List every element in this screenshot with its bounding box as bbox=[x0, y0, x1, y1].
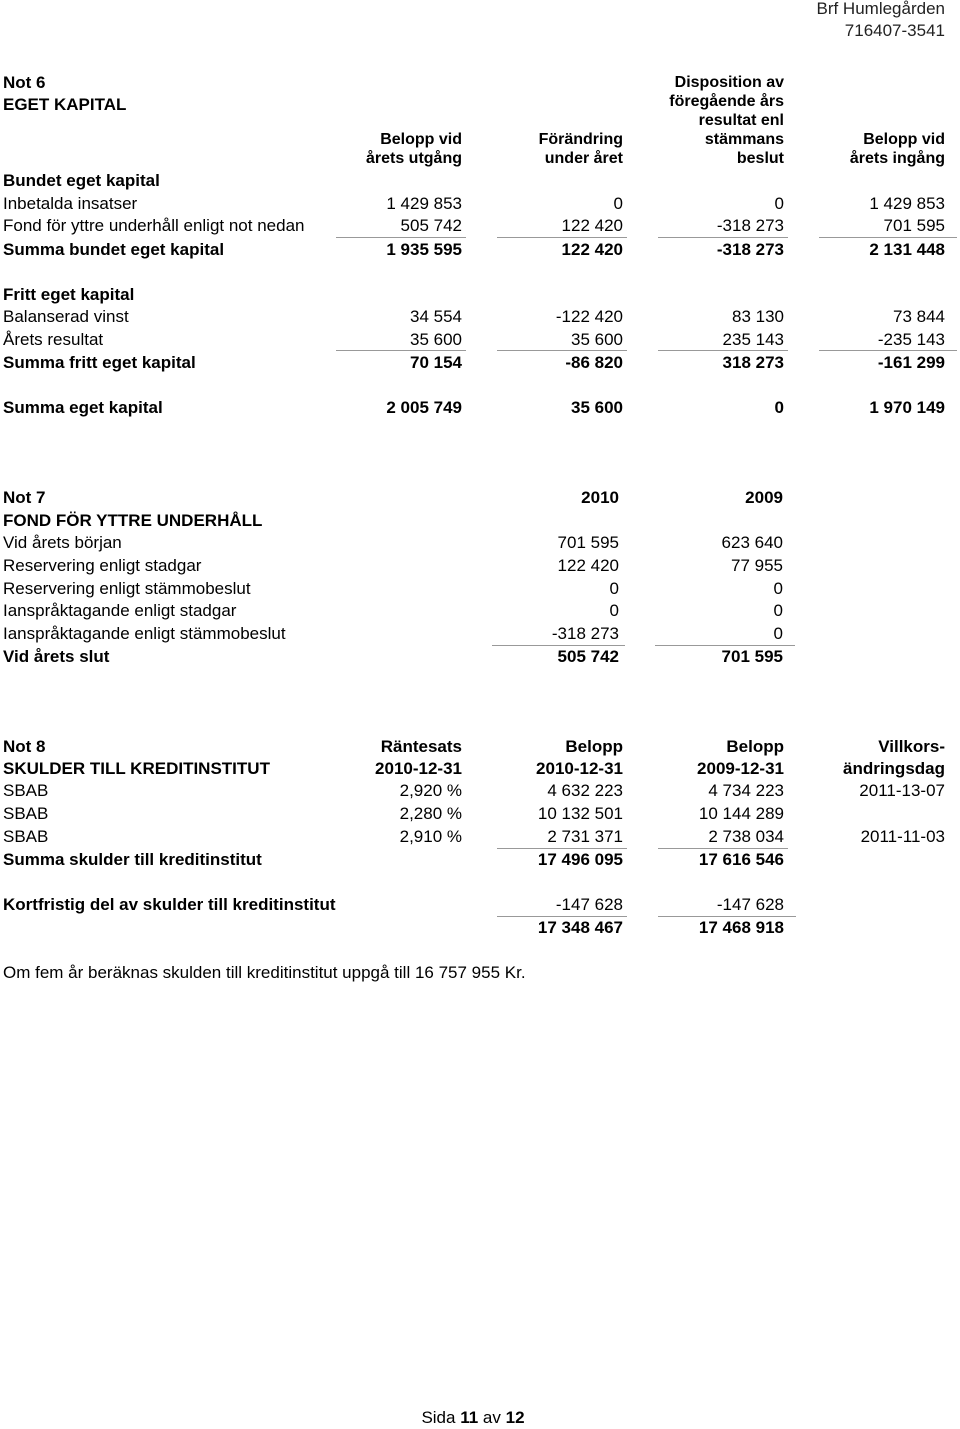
cell: 2,910 % bbox=[399, 827, 462, 846]
year-header: 2010 bbox=[581, 488, 619, 507]
cell: -122 420 bbox=[555, 307, 623, 326]
cell: 0 bbox=[609, 579, 619, 598]
cell: 17 496 095 bbox=[537, 850, 623, 869]
org-number: 716407-3541 bbox=[844, 21, 945, 40]
cell: 0 bbox=[774, 398, 784, 417]
col-header-line: årets utgång bbox=[365, 150, 462, 167]
col-header-line: Belopp bbox=[726, 737, 784, 756]
section-heading: Fritt eget kapital bbox=[3, 285, 135, 304]
long-term-row bbox=[0, 916, 960, 939]
sum-row bbox=[0, 238, 960, 261]
footer-prefix: Sida bbox=[421, 1408, 456, 1427]
cell: 17 616 546 bbox=[698, 850, 784, 869]
cell: 34 554 bbox=[410, 307, 462, 326]
note6-col2-header bbox=[539, 130, 623, 168]
note8-subtitle: SKULDER TILL KREDITINSTITUT bbox=[3, 759, 270, 778]
row-label: Summa eget kapital bbox=[3, 398, 163, 417]
table-row bbox=[0, 779, 960, 802]
table-row bbox=[0, 305, 960, 328]
cell: -235 143 bbox=[877, 330, 945, 349]
cell: 122 420 bbox=[561, 216, 623, 235]
row-label: Ianspråktagande enligt stadgar bbox=[3, 601, 237, 620]
cell: 0 bbox=[773, 601, 783, 620]
col-header-line: 2010-12-31 bbox=[536, 759, 623, 778]
note8-header-row bbox=[0, 735, 960, 758]
table-row bbox=[0, 802, 960, 825]
cell: 505 742 bbox=[400, 216, 462, 235]
col-header-line: 2009-12-31 bbox=[697, 759, 784, 778]
cell: -318 273 bbox=[551, 624, 619, 643]
cell: 35 600 bbox=[410, 330, 462, 349]
cell: 505 742 bbox=[557, 647, 619, 666]
table-row bbox=[0, 825, 960, 848]
note6-title: Not 6 bbox=[3, 73, 46, 92]
cell: 2 731 371 bbox=[547, 827, 623, 846]
col-header-line: Belopp vid bbox=[863, 131, 945, 148]
note7-title-row bbox=[0, 486, 960, 509]
col-header-line: Förändring bbox=[538, 131, 623, 148]
cell: -147 628 bbox=[716, 895, 784, 914]
col-header-line: årets ingång bbox=[849, 150, 945, 167]
cell: 83 130 bbox=[732, 307, 784, 326]
cell: 1 970 149 bbox=[869, 398, 945, 417]
cell: 122 420 bbox=[557, 556, 619, 575]
row-label: Reservering enligt stadgar bbox=[3, 556, 202, 575]
current-page: 11 bbox=[460, 1408, 479, 1427]
sum-row bbox=[0, 645, 960, 668]
col-header-line: Räntesats bbox=[380, 737, 462, 756]
row-label: Summa bundet eget kapital bbox=[3, 240, 225, 259]
table-row bbox=[0, 577, 960, 600]
row-label: Fond för yttre underhåll enligt not nedan bbox=[3, 216, 305, 235]
footnote: Om fem år beräknas skulden till kreditinstitut uppgå till 16 757 955 Kr. bbox=[3, 963, 526, 982]
col-header-line: beslut bbox=[736, 150, 784, 167]
cell: -161 299 bbox=[877, 353, 945, 372]
col-header-line: ändringsdag bbox=[842, 759, 945, 778]
cell: -147 628 bbox=[555, 895, 623, 914]
fritt-heading-row bbox=[0, 283, 960, 306]
cell: -318 273 bbox=[716, 216, 784, 235]
cell: 0 bbox=[774, 194, 784, 213]
note6-subtitle: EGET KAPITAL bbox=[3, 95, 127, 114]
col-header-line: Villkors- bbox=[878, 737, 945, 756]
cell: 0 bbox=[773, 624, 783, 643]
col-header-line: 2010-12-31 bbox=[375, 759, 462, 778]
cell: -86 820 bbox=[565, 353, 623, 372]
cell: 2011-11-03 bbox=[860, 827, 945, 846]
cell: 2,920 % bbox=[399, 781, 462, 800]
cell: 2 131 448 bbox=[869, 240, 945, 259]
row-label: Reservering enligt stämmobeslut bbox=[3, 579, 251, 598]
table-row bbox=[0, 328, 960, 351]
table-row bbox=[0, 622, 960, 645]
cell: 17 468 918 bbox=[698, 918, 784, 937]
cell: 2 005 749 bbox=[386, 398, 462, 417]
sum-row bbox=[0, 848, 960, 871]
sum-row bbox=[0, 351, 960, 374]
bundet-heading-row bbox=[0, 169, 960, 192]
note8-header-row bbox=[0, 757, 960, 780]
row-label: SBAB bbox=[3, 781, 49, 800]
row-label: Årets resultat bbox=[3, 330, 104, 349]
cell: 17 348 467 bbox=[537, 918, 623, 937]
footnote-row bbox=[0, 961, 960, 984]
note7-title: Not 7 bbox=[3, 488, 46, 507]
row-label: Summa fritt eget kapital bbox=[3, 353, 196, 372]
cell: 73 844 bbox=[893, 307, 945, 326]
cell: 0 bbox=[773, 579, 783, 598]
col-header-line: under året bbox=[544, 150, 623, 167]
col-header-line: Belopp bbox=[565, 737, 623, 756]
cell: 70 154 bbox=[410, 353, 462, 372]
cell: 1 429 853 bbox=[386, 194, 462, 213]
cell: 0 bbox=[613, 194, 623, 213]
cell: 4 734 223 bbox=[708, 781, 784, 800]
row-label: SBAB bbox=[3, 827, 49, 846]
row-label: SBAB bbox=[3, 804, 49, 823]
cell: 318 273 bbox=[722, 353, 784, 372]
note6-title-block bbox=[3, 72, 126, 116]
col-header-line: Disposition av bbox=[674, 74, 784, 91]
table-row bbox=[0, 554, 960, 577]
cell: 235 143 bbox=[722, 330, 784, 349]
cell: 2,280 % bbox=[399, 804, 462, 823]
col-header-line: föregående års bbox=[669, 93, 784, 110]
row-label: Vid årets början bbox=[3, 533, 122, 552]
page-footer bbox=[0, 1407, 946, 1429]
row-label: Inbetalda insatser bbox=[3, 194, 138, 213]
cell: -318 273 bbox=[716, 240, 784, 259]
cell: 77 955 bbox=[731, 556, 783, 575]
footer-middle: av bbox=[482, 1408, 501, 1427]
col-header-line: Belopp vid bbox=[380, 131, 462, 148]
note6-col3-header bbox=[669, 73, 784, 168]
section-heading: Bundet eget kapital bbox=[3, 171, 160, 190]
total-row bbox=[0, 396, 960, 419]
note8-title: Not 8 bbox=[3, 737, 46, 756]
cell: 701 595 bbox=[557, 533, 619, 552]
cell: 2 738 034 bbox=[708, 827, 784, 846]
col-header-line: resultat enl bbox=[698, 112, 784, 129]
total-pages: 12 bbox=[505, 1408, 525, 1427]
short-term-row bbox=[0, 893, 960, 916]
table-row bbox=[0, 599, 960, 622]
row-label: Kortfristig del av skulder till kreditinstitut bbox=[3, 895, 336, 914]
cell: 1 429 853 bbox=[869, 194, 945, 213]
row-label: Vid årets slut bbox=[3, 647, 110, 666]
year-header: 2009 bbox=[745, 488, 783, 507]
cell: 1 935 595 bbox=[386, 240, 462, 259]
cell: 2011-13-07 bbox=[859, 781, 945, 800]
cell: 10 132 501 bbox=[537, 804, 623, 823]
row-label: Summa skulder till kreditinstitut bbox=[3, 850, 262, 869]
company-header bbox=[816, 0, 945, 42]
cell: 35 600 bbox=[571, 398, 623, 417]
cell: 701 595 bbox=[883, 216, 945, 235]
row-label: Balanserad vinst bbox=[3, 307, 129, 326]
note6-col1-header bbox=[366, 130, 462, 168]
note7-subtitle: FOND FÖR YTTRE UNDERHÅLL bbox=[3, 511, 263, 530]
cell: 4 632 223 bbox=[547, 781, 623, 800]
table-row bbox=[0, 531, 960, 554]
cell: 701 595 bbox=[721, 647, 783, 666]
note6-col4-header bbox=[850, 130, 945, 168]
cell: 122 420 bbox=[561, 240, 623, 259]
note7-subtitle-row bbox=[0, 509, 960, 532]
company-name: Brf Humlegården bbox=[816, 0, 945, 18]
cell: 10 144 289 bbox=[698, 804, 784, 823]
row-label: Ianspråktagande enligt stämmobeslut bbox=[3, 624, 286, 643]
cell: 623 640 bbox=[721, 533, 783, 552]
col-header-line: stämmans bbox=[704, 131, 784, 148]
cell: 0 bbox=[609, 601, 619, 620]
table-row bbox=[0, 214, 960, 237]
table-row bbox=[0, 192, 960, 215]
cell: 35 600 bbox=[571, 330, 623, 349]
